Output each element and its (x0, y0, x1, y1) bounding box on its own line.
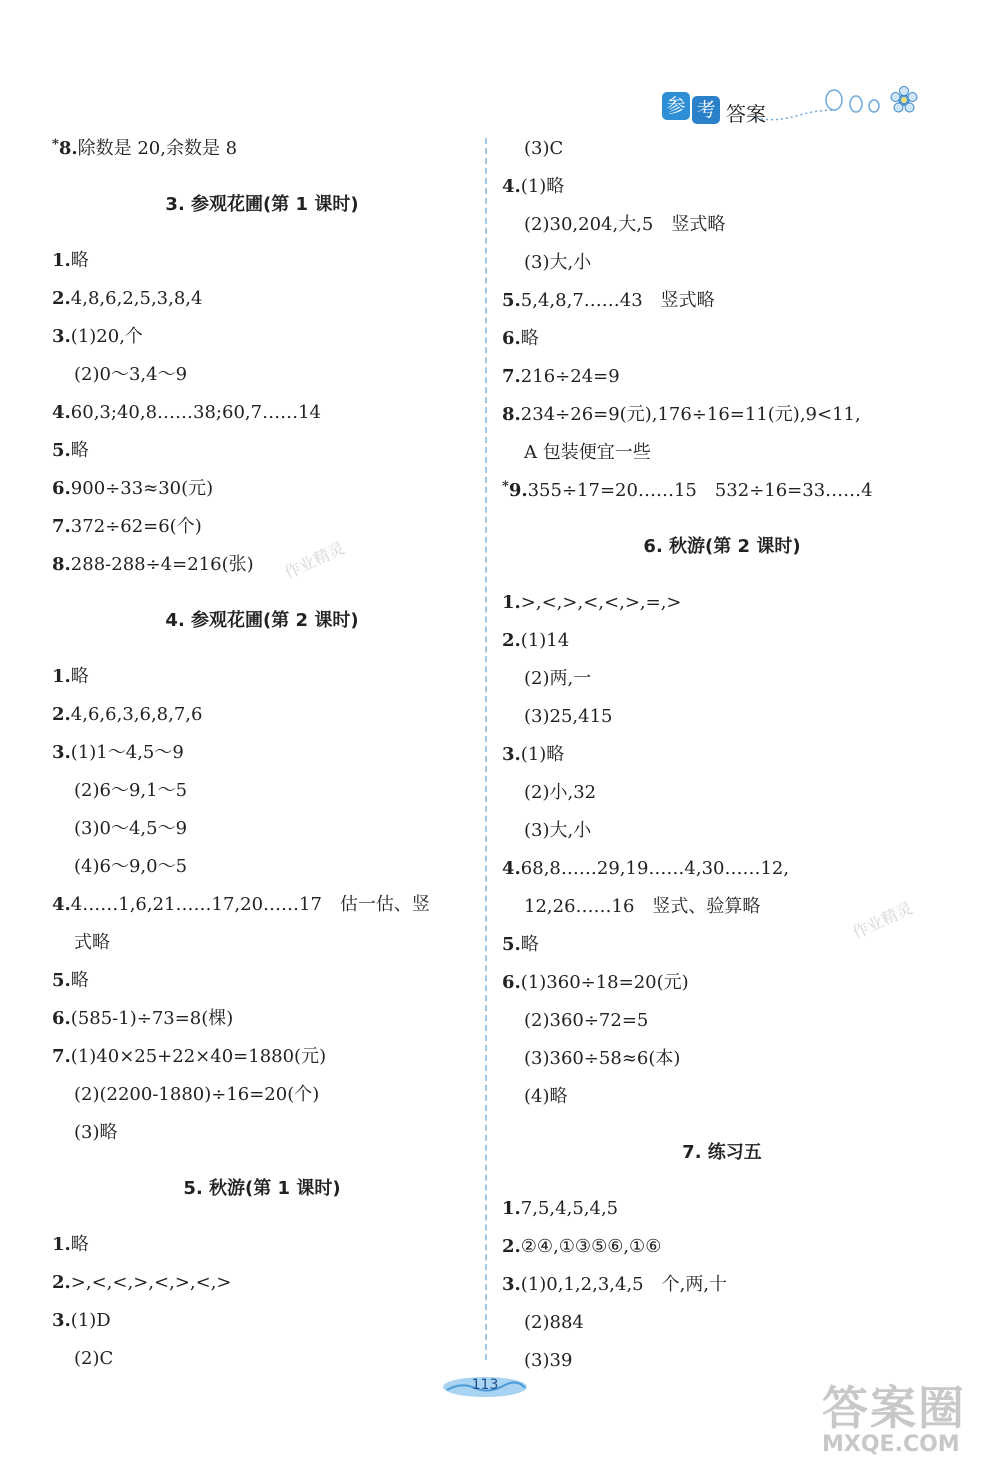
question-number: * 9. (502, 480, 528, 501)
question-number: 4. (502, 858, 521, 879)
question-number: 1. (502, 1198, 521, 1219)
question-number: 6. (502, 972, 521, 993)
badge-text: 答案 (726, 102, 766, 126)
answer-text: (2)360÷72=5 (524, 1010, 649, 1031)
answer-text: (4)6～9,0～5 (74, 856, 188, 877)
answer-line (52, 1302, 472, 1340)
answer-line (502, 396, 942, 434)
question-number: 3. (52, 742, 71, 763)
question-number: 1. (52, 666, 71, 687)
question-number: 5. (52, 440, 71, 461)
answer-subline (52, 1076, 472, 1114)
watermark-small: 作业精灵 (281, 538, 348, 583)
answer-line (502, 282, 942, 320)
answer-text: 略 (520, 934, 539, 955)
answer-text: 5,4,8,7……43 竖式略 (520, 290, 715, 311)
answer-subline (502, 130, 942, 168)
answer-line (52, 1226, 472, 1264)
answer-line (52, 242, 472, 280)
question-number: 2. (52, 1272, 71, 1293)
answer-line (52, 1038, 472, 1076)
answer-line (502, 358, 942, 396)
question-number: 6. (502, 328, 521, 349)
question-number: 3. (52, 326, 71, 347)
badge-char-1: 参 (662, 92, 690, 120)
answer-subline (52, 1340, 472, 1378)
answer-text: (3)360÷58≈6(本) (524, 1048, 681, 1069)
answer-text: 216÷24=9 (520, 366, 620, 387)
left-answer-column (52, 130, 472, 1378)
answer-text: A 包装便宜一些 (524, 442, 651, 463)
question-number: 6. (52, 1008, 71, 1029)
question-number: 3. (52, 1310, 71, 1331)
answer-subline (502, 812, 942, 850)
answer-subline (502, 1304, 942, 1342)
answer-header-badge (662, 84, 766, 127)
flower-decoration-icon (756, 80, 926, 130)
question-number: 8. (502, 404, 521, 425)
question-number: 2. (502, 1236, 521, 1257)
answer-line (502, 584, 942, 622)
answer-text: (3)C (524, 138, 564, 159)
answer-subline (52, 848, 472, 886)
answer-subline (52, 924, 472, 962)
question-number: 1. (52, 1234, 71, 1255)
answer-text: (585-1)÷73=8(棵) (70, 1008, 234, 1029)
section-heading: 3. 参观花圃(第 1 课时) (165, 194, 359, 215)
section-heading: 4. 参观花圃(第 2 课时) (165, 610, 359, 631)
question-number: 4. (52, 402, 71, 423)
question-number: 2. (502, 630, 521, 651)
answer-subline (502, 244, 942, 282)
answer-line (52, 394, 472, 432)
answer-text: 式略 (74, 932, 110, 953)
answer-text: 7,5,4,5,4,5 (520, 1198, 619, 1219)
watermark-logo-url: MXQE.COM (822, 1432, 960, 1457)
answer-text: >,<,<,>,<,>,<,> (70, 1272, 232, 1293)
question-number: 4. (52, 894, 71, 915)
answer-text: (3)大,小 (524, 252, 592, 273)
question-number: * 8. (52, 138, 78, 159)
question-number: 3. (502, 744, 521, 765)
answer-subline (502, 1078, 942, 1116)
answer-subline (52, 810, 472, 848)
right-answer-column (502, 130, 942, 1380)
question-number: 7. (52, 516, 71, 537)
answer-line (52, 696, 472, 734)
answer-text: 4,6,6,3,6,8,7,6 (70, 704, 203, 725)
question-number: 7. (52, 1046, 71, 1067)
answer-line (502, 1228, 942, 1266)
question-number: 2. (52, 288, 71, 309)
answer-subline (502, 660, 942, 698)
question-number: 7. (502, 366, 521, 387)
answer-text: 372÷62=6(个) (70, 516, 202, 537)
answer-text: (1)1～4,5～9 (70, 742, 184, 763)
answer-text: 略 (70, 1234, 89, 1255)
answer-subline (52, 1114, 472, 1152)
answer-text: 68,8……29,19……4,30……12, (520, 858, 790, 879)
question-number: 3. (502, 1274, 521, 1295)
page-number (441, 1374, 529, 1400)
answer-line (52, 280, 472, 318)
answer-text: (1)略 (520, 744, 565, 765)
answer-line (52, 546, 472, 584)
question-number: 1. (502, 592, 521, 613)
answer-line (52, 1264, 472, 1302)
answer-line (52, 318, 472, 356)
section-heading: 5. 秋游(第 1 课时) (183, 1178, 341, 1199)
answer-subline (52, 356, 472, 394)
answer-text: 略 (520, 328, 539, 349)
answer-text: (1)360÷18=20(元) (520, 972, 689, 993)
answer-text: (2)C (74, 1348, 114, 1369)
answer-text: (1)20,个 (70, 326, 143, 347)
answer-line (52, 962, 472, 1000)
answer-text: 略 (70, 970, 89, 991)
answer-text: >,<,>,<,<,>,=,> (520, 592, 682, 613)
answer-line (52, 432, 472, 470)
question-number: 4. (502, 176, 521, 197)
answer-subline (502, 774, 942, 812)
answer-line (502, 736, 942, 774)
answer-text: (4)略 (524, 1086, 568, 1107)
answer-line (502, 472, 942, 510)
answer-line (502, 1266, 942, 1304)
answer-text: (1)14 (520, 630, 570, 651)
answer-line (502, 850, 942, 888)
answer-text: (2)0～3,4～9 (74, 364, 188, 385)
answer-text: (2)6～9,1～5 (74, 780, 188, 801)
answer-text: (2)30,204,大,5 竖式略 (524, 214, 726, 235)
section-heading: 7. 练习五 (682, 1142, 762, 1163)
badge-char-2: 考 (692, 96, 720, 124)
answer-text: 4,8,6,2,5,3,8,4 (70, 288, 203, 309)
answer-line (52, 470, 472, 508)
question-number: 1. (52, 250, 71, 271)
answer-line (502, 964, 942, 1002)
watermark-small: 作业精灵 (849, 898, 916, 943)
question-number: 5. (502, 290, 521, 311)
answer-text: (1)略 (520, 176, 565, 197)
answer-text: (3)25,415 (524, 706, 613, 727)
answer-subline (502, 698, 942, 736)
answer-text: (2)小,32 (524, 782, 597, 803)
answer-line (52, 886, 472, 924)
watermark-logo-text: 答案圈 (822, 1381, 966, 1435)
answer-text: 略 (70, 666, 89, 687)
answer-text: 除数是 20,余数是 8 (77, 138, 238, 159)
answer-line (502, 622, 942, 660)
answer-text: (1)0,1,2,3,4,5 个,两,十 (520, 1274, 728, 1295)
answer-subline (52, 772, 472, 810)
answer-subline (502, 1002, 942, 1040)
answer-text: (1)40×25+22×40=1880(元) (70, 1046, 327, 1067)
answer-text: 4……1,6,21……17,20……17 估一估、竖 (70, 894, 430, 915)
answer-text: 略 (70, 440, 89, 461)
answer-text: 略 (70, 250, 89, 271)
answer-line (52, 508, 472, 546)
answer-subline (502, 1040, 942, 1078)
answer-subline (502, 434, 942, 472)
section-heading: 6. 秋游(第 2 课时) (643, 536, 801, 557)
watermark-logo (822, 1372, 992, 1462)
question-number: 8. (52, 554, 71, 575)
answer-text: 900÷33≈30(元) (70, 478, 214, 499)
answer-text: ②④,①③⑤⑥,①⑥ (520, 1236, 662, 1257)
answer-text: 234÷26=9(元),176÷16=11(元),9<11, (520, 404, 861, 425)
answer-text: (3)略 (74, 1122, 118, 1143)
answer-text: (2)884 (524, 1312, 584, 1333)
answer-line (502, 320, 942, 358)
answer-line (502, 168, 942, 206)
page-number-text: 113 (471, 1377, 499, 1393)
answer-text: 12,26……16 竖式、验算略 (524, 896, 761, 917)
question-number: 5. (52, 970, 71, 991)
answer-text: (2)两,一 (524, 668, 592, 689)
answer-line (52, 734, 472, 772)
question-number: 2. (52, 704, 71, 725)
answer-line (52, 1000, 472, 1038)
answer-text: (3)大,小 (524, 820, 592, 841)
answer-text: (1)D (70, 1310, 111, 1331)
answer-line (52, 658, 472, 696)
answer-text: 355÷17=20……15 532÷16=33……4 (527, 480, 873, 501)
answer-text: 288-288÷4=216(张) (70, 554, 254, 575)
answer-text: (2)(2200-1880)÷16=20(个) (74, 1084, 320, 1105)
answer-text: (3)39 (524, 1350, 573, 1371)
question-number: 5. (502, 934, 521, 955)
answer-subline (502, 206, 942, 244)
answer-text: (3)0～4,5～9 (74, 818, 188, 839)
question-number: 6. (52, 478, 71, 499)
answer-line (52, 130, 472, 168)
column-divider (485, 138, 487, 1360)
answer-line (502, 1190, 942, 1228)
answer-text: 60,3;40,8……38;60,7……14 (70, 402, 321, 423)
